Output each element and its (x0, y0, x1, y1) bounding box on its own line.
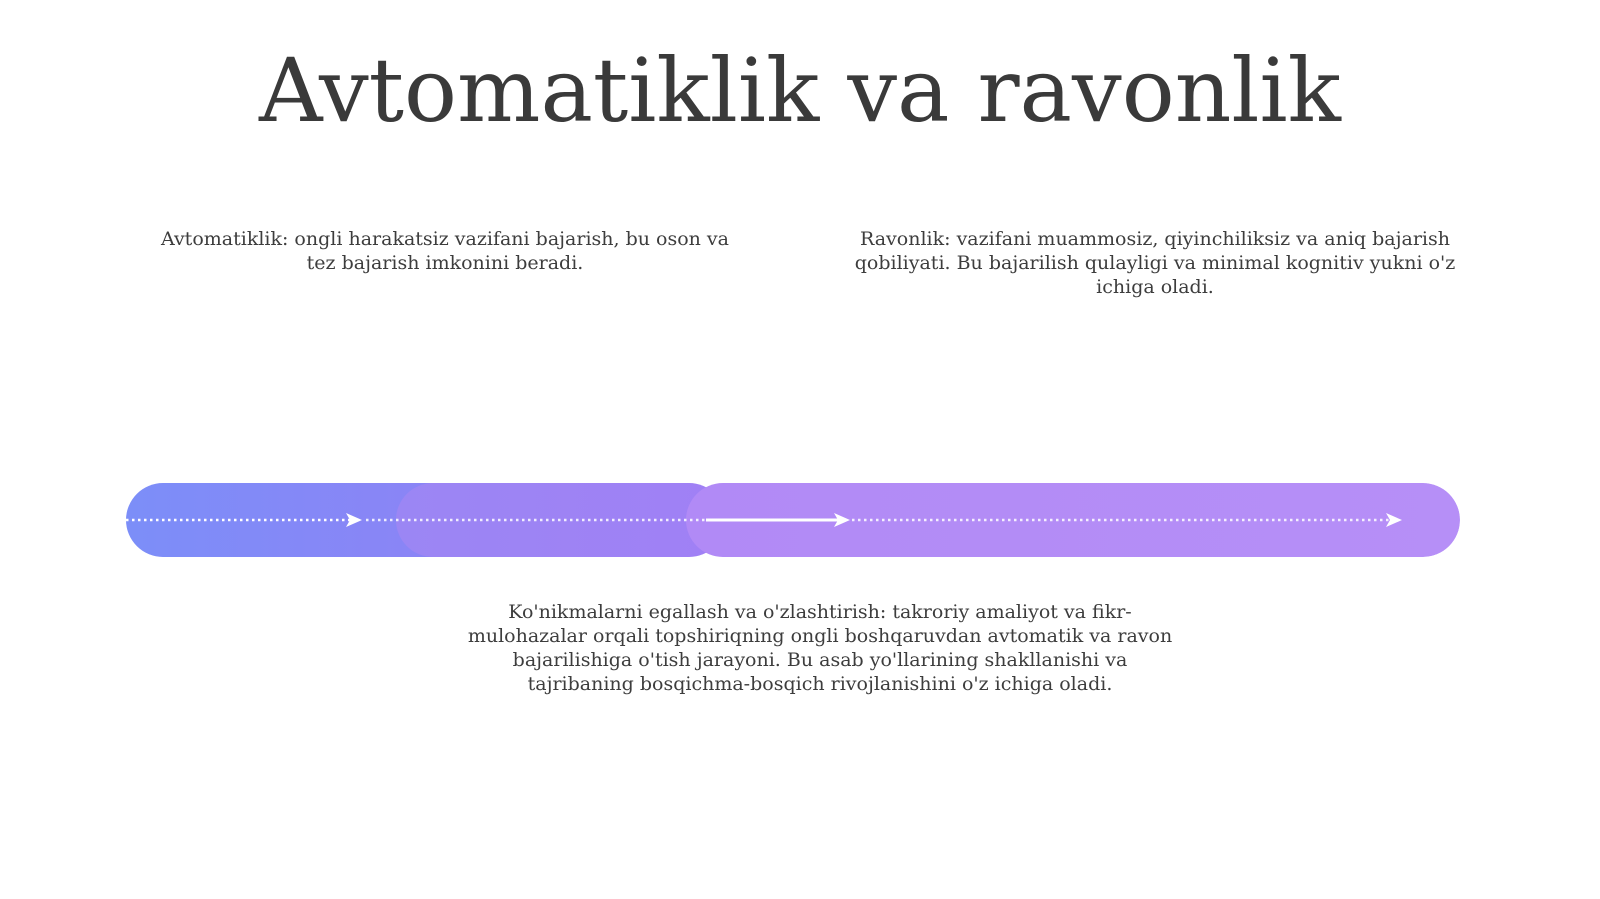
track-arrows (126, 483, 1460, 557)
page-title: Avtomatiklik va ravonlik (258, 39, 1342, 142)
automaticity-description: Avtomatiklik: ongli harakatsiz vazifani bajarish, bu oson va tez bajarish imkonini beradi. (161, 228, 729, 274)
progress-track (126, 483, 1460, 557)
fluency-description: Ravonlik: vazifani muammosiz, qiyinchiliksiz va aniq bajarish qobiliyati. Bu bajarilish qulayligi va minimal kognitiv yukni o'z ichiga oladi. (854, 228, 1456, 298)
skill-acquisition-description: Ko'nikmalarni egallash va o'zlashtirish: takroriy amaliyot va fikr-mulohazalar orqali topshiriqning ongli boshqaruvdan avtomatik va ravon bajarilishiga o'tish jarayoni. Bu asab yo'llarining shakllanishi va tajribaning bosqichma-bosqich rivojlanishini o'z ichiga oladi. (467, 601, 1173, 695)
